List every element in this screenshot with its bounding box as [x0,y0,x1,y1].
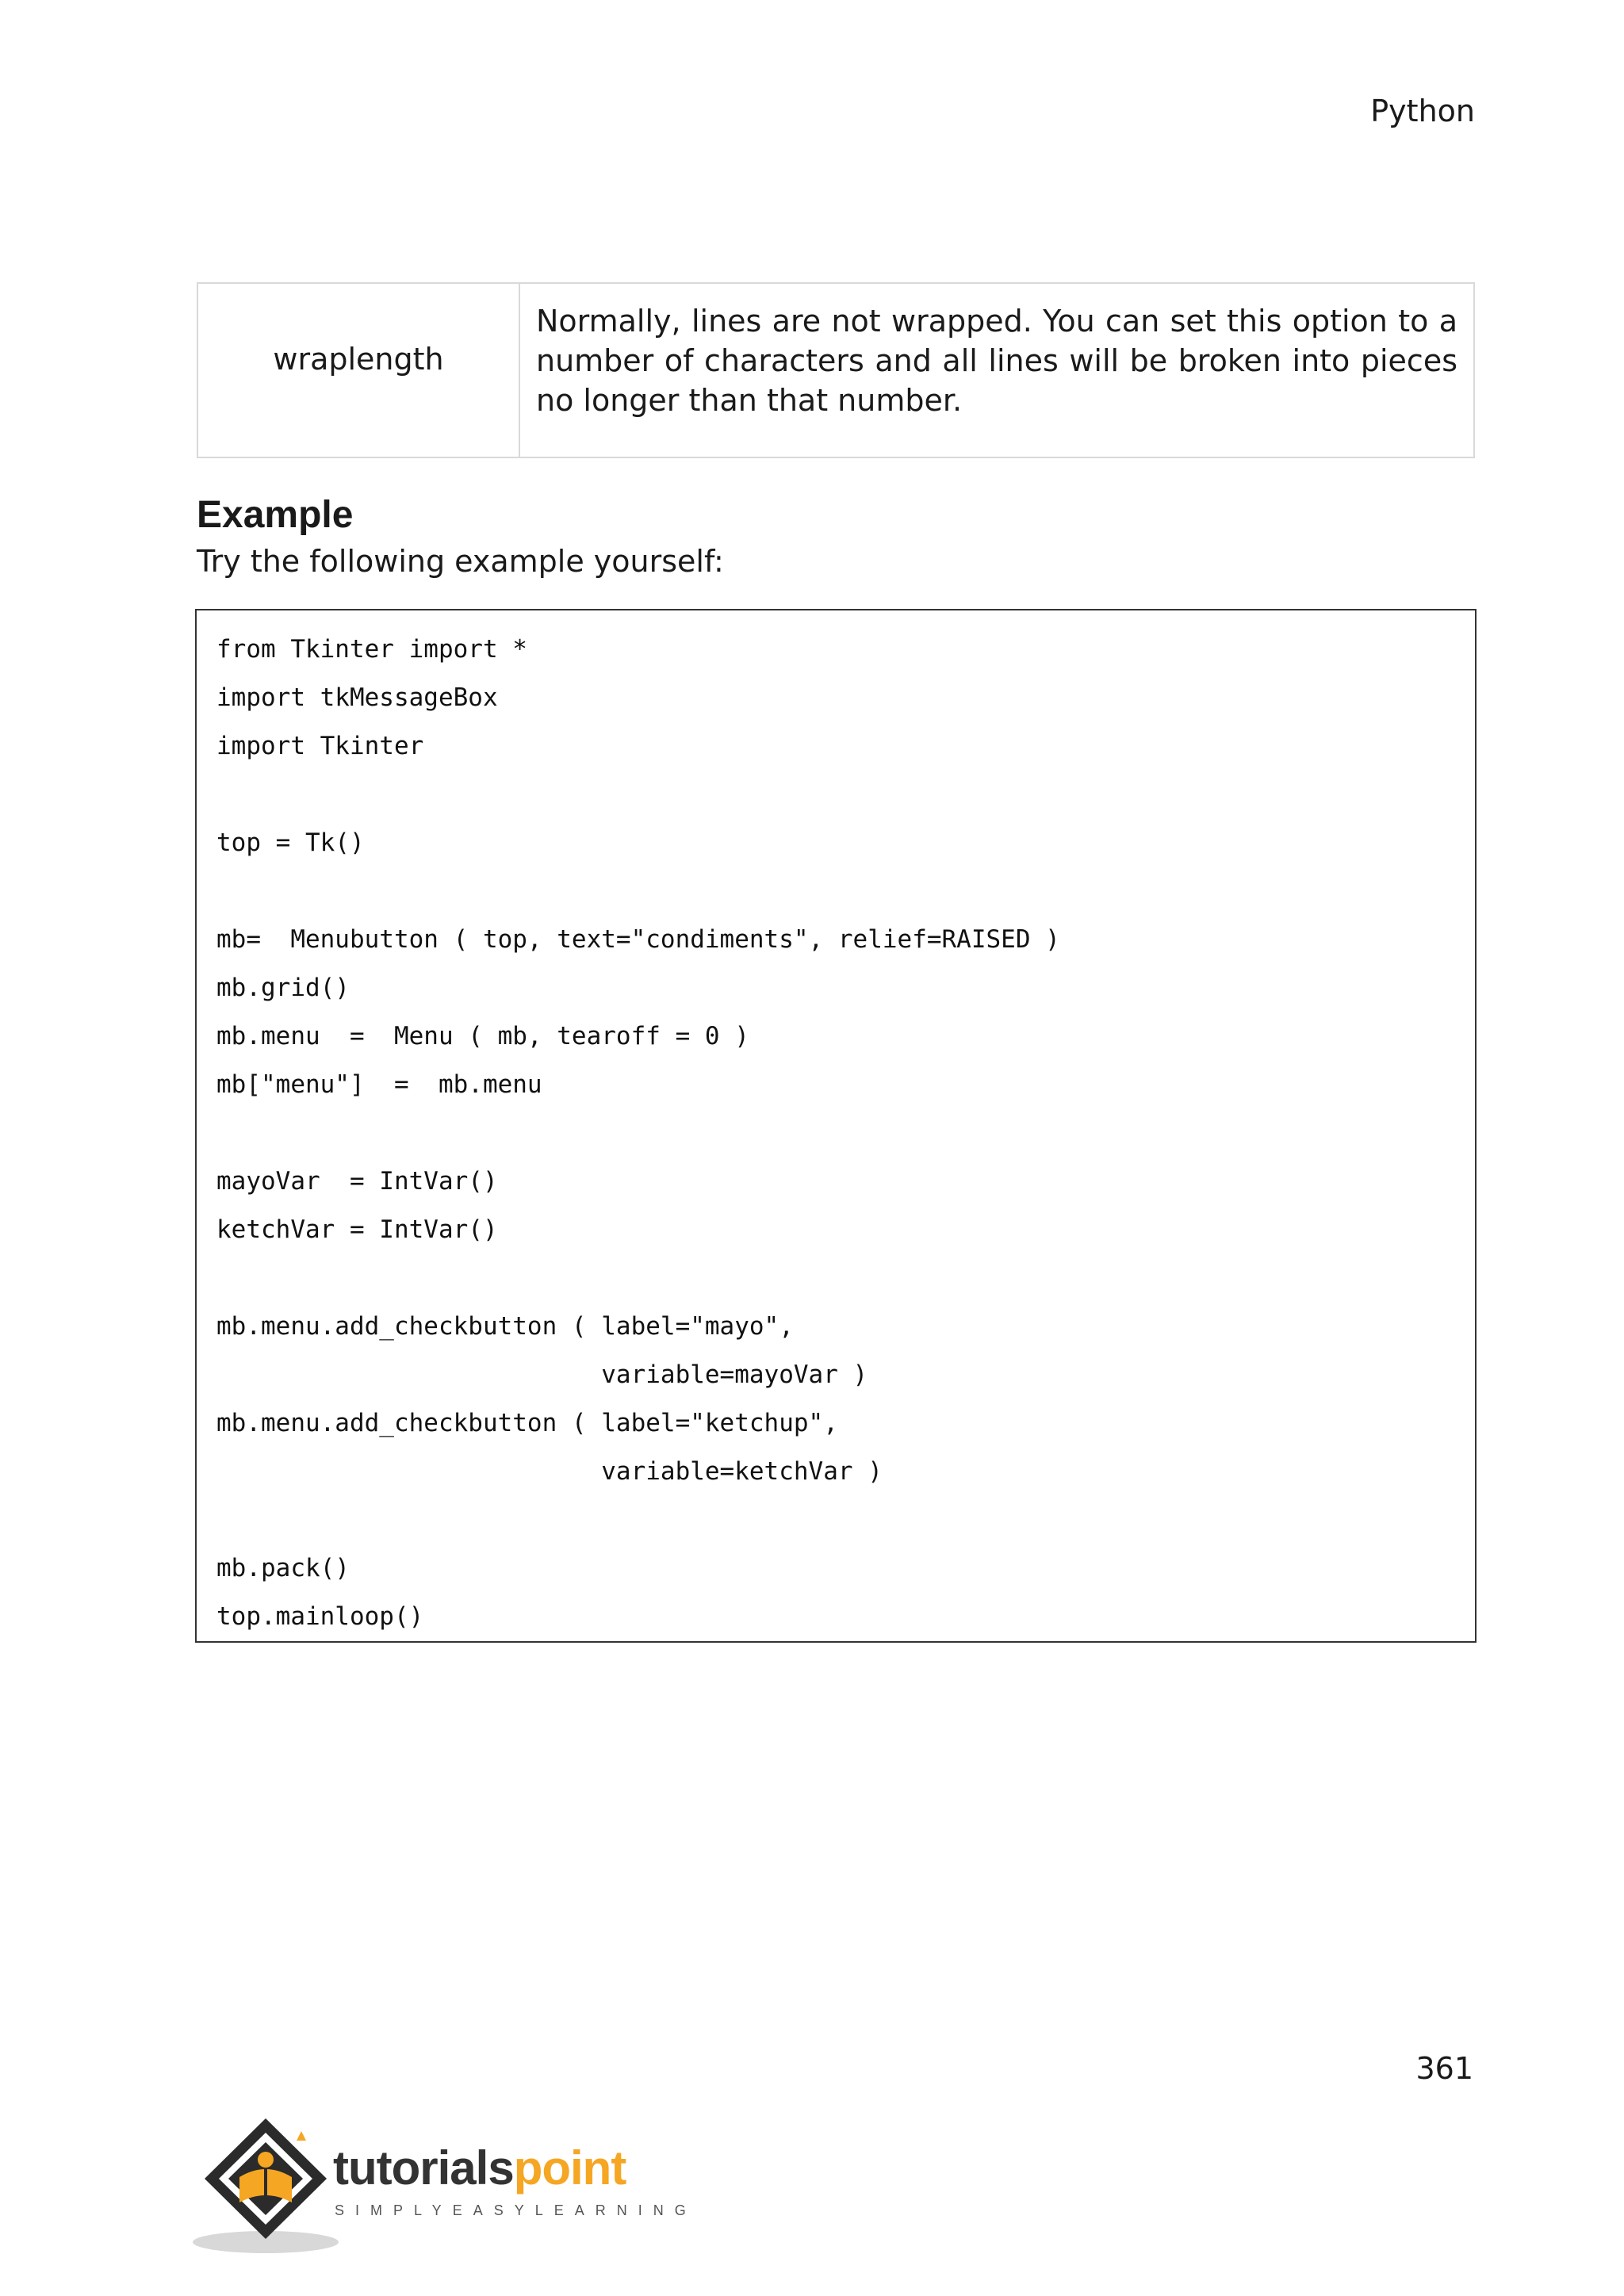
code-line: mb= Menubutton ( top, text="condiments", relief=RAISED ) [216,925,1060,954]
code-line: import tkMessageBox [216,683,498,712]
code-line: mb.menu = Menu ( mb, tearoff = 0 ) [216,1022,749,1050]
code-line: from Tkinter import * [216,635,527,664]
code-line: top.mainloop() [216,1602,424,1631]
code-line: variable=mayoVar ) [216,1360,868,1389]
code-line: variable=ketchVar ) [216,1457,883,1486]
tutorialspoint-logo [190,2109,697,2260]
code-line: ketchVar = IntVar() [216,1215,498,1244]
code-line: mb["menu"] = mb.menu [216,1070,542,1099]
logo-wordmark [333,2141,626,2195]
code-line: mb.menu.add_checkbutton ( label="ketchup", [216,1409,838,1437]
code-line: mb.menu.add_checkbutton ( label="mayo", [216,1312,794,1341]
code-block [195,609,1477,1643]
logo-tagline: SIMPLYEASYLEARNING [335,2202,697,2218]
section-heading: Example [197,494,354,536]
code-line [216,1254,1475,1303]
page-number: 361 [1415,2051,1473,2086]
running-header: Python [1370,94,1475,128]
option-name-cell: wraplength [198,284,520,457]
logo-word-tutorials: tutorials [333,2141,514,2195]
example-intro: Try the following example yourself: [197,544,724,579]
code-line [216,867,1475,916]
code-line [216,1496,1475,1544]
code-line: import Tkinter [216,732,424,760]
logo-emblem-icon [190,2109,341,2260]
code-line: top = Tk() [216,828,365,857]
code-line: mb.grid() [216,974,350,1002]
code-line [216,771,1475,819]
option-table [197,282,1475,458]
logo-word-point: point [513,2141,626,2195]
code-line [216,1109,1475,1158]
code-line: mb.pack() [216,1554,350,1582]
option-description-cell: Normally, lines are not wrapped. You can set this option to a number of characters and all lines will be broken into pieces no longer than that number. [536,304,1457,418]
code-line: mayoVar = IntVar() [216,1167,498,1196]
